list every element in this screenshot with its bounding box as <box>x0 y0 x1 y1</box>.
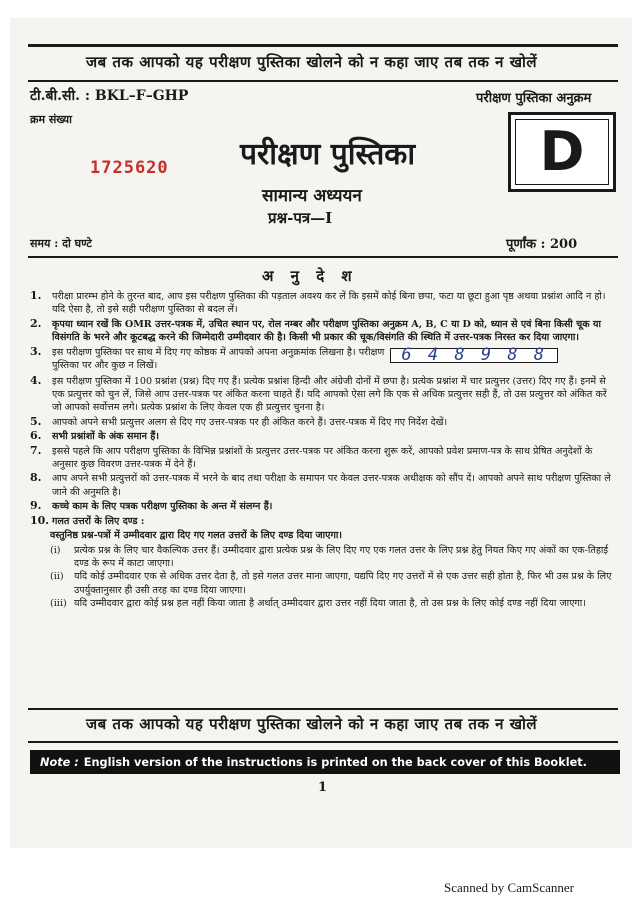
note-text: English version of the instructions is printed on the back cover of this Booklet. <box>83 755 587 769</box>
instruction-number: 5. <box>30 414 42 428</box>
instruction-number: 6. <box>30 429 42 443</box>
instruction-number: 1. <box>30 289 42 302</box>
instruction-text: गलत उत्तरों के लिए दण्ड : <box>52 515 145 527</box>
instructions-heading: अ नु दे श <box>262 267 358 285</box>
penalty-number: (iii) <box>50 598 67 610</box>
instruction-item <box>30 430 618 443</box>
instruction-item <box>30 375 618 415</box>
note-label: Note : <box>40 755 79 769</box>
instruction-number: 8. <box>30 471 42 485</box>
instruction-item <box>30 515 618 528</box>
bottom-rule-top <box>28 708 618 710</box>
max-marks: पूर्णांक : 200 <box>506 237 578 252</box>
instruction-text: कृपया ध्यान रखें कि OMR उत्तर-पत्रक में, उचित स्थान पर, रोल नम्बर और परीक्षण पुस्तिका अनुक्रम A, B, C या D को, ध्यान से एवं बिना किसी चूक या विसंगति के भरने और कूटबद्ध करने की जिम्मेदारी उम्मीदवार की है। किसी भी प्रकार की चूक/विसंगति की स्थिति में उत्तर-पत्रक निरस्त कर दिया जाएगा। <box>52 318 601 344</box>
bottom-warning: जब तक आपको यह परीक्षण पुस्तिका खोलने को न कहा जाए तब तक न खोलें <box>86 715 538 733</box>
penalty-number: (i) <box>50 544 61 556</box>
page-title: परीक्षण पुस्तिका <box>240 137 416 172</box>
instruction-text: आपको अपने सभी प्रत्युत्तर अलग से दिए गए उत्तर-पत्रक पर ही अंकित करने हैं। उत्तर-पत्रक में दिए गए निर्देश देखें। <box>52 416 448 428</box>
penalty-item <box>50 570 618 597</box>
instruction-number: 4. <box>30 373 42 387</box>
instruction-number: 9. <box>30 499 42 513</box>
penalty-text: यदि उम्मीदवार द्वारा कोई प्रश्न हल नहीं किया जाता है अर्थात् उम्मीदवार द्वारा उत्तर नहीं दिया जाता है, तो उस प्रश्न के लिए कोई दण्ड नहीं दिया जाएगा। <box>74 598 586 610</box>
top-rule-thick <box>28 44 618 47</box>
english-note-bar <box>30 750 620 774</box>
top-rule-thin <box>28 80 618 82</box>
instruction-text: सभी प्रश्नांशों के अंक समान हैं। <box>52 431 159 443</box>
time-allowed: समय : दो घण्टे <box>30 237 92 250</box>
instruction-item <box>30 290 618 317</box>
booklet-series-box <box>508 112 616 192</box>
instruction-item <box>30 500 618 513</box>
instruction-item <box>30 318 618 345</box>
instruction-number: 7. <box>30 443 42 457</box>
instruction-item <box>30 445 618 472</box>
penalty-item <box>50 597 618 610</box>
penalty-text: प्रत्येक प्रश्न के लिए चार वैकल्पिक उत्तर हैं। उम्मीदवार द्वारा प्रत्येक प्रश्न के लिए दिए गए एक गलत उत्तर के लिए प्रश्न हेतु नियत किए गए अंकों का एक-तिहाई दण्ड के रूप में काटा जाएगा। <box>74 544 609 569</box>
tbc-code: टी.बी.सी. : BKL–F–GHP <box>30 88 189 104</box>
serial-no-label: क्रम संख्या <box>30 113 72 126</box>
serial-number: 1725620 <box>90 158 169 178</box>
instruction-text: इस परीक्षण पुस्तिका पर साथ में दिए गए कोष्ठक में आपको अपना अनुक्रमांक लिखना है। परीक्षण पुस्तिका पर और कुछ न लिखें। <box>52 346 385 372</box>
instruction-number: 2. <box>30 316 42 330</box>
scanner-watermark: Scanned by CamScanner <box>444 880 574 895</box>
booklet-series-letter: D <box>515 119 609 185</box>
instruction-number: 10. <box>30 513 50 527</box>
top-warning: जब तक आपको यह परीक्षण पुस्तिका खोलने को न कहा जाए तब तक न खोलें <box>86 53 538 71</box>
penalty-text: यदि कोई उम्मीदवार एक से अधिक उत्तर देता है, तो इसे गलत उत्तर माना जाएगा, यद्यपि दिए गए उत्तरों में से एक उत्तर सही होता है, फिर भी उस प्रश्न के लिए उपर्युक्तानुसार ही उसी तरह का दण्ड दिया जाएगा। <box>74 571 612 596</box>
penalty-item <box>50 544 618 571</box>
instruction-text: परीक्षा प्रारम्भ होने के तुरन्त बाद, आप इस परीक्षण पुस्तिका की पड़ताल अवश्य कर लें कि इसमें कोई बिना छपा, फटा या छूटा हुआ पृष्ठ अथवा प्रश्नांश आदि न हो। यदि ऐसा है, तो इसे सही परीक्षण पुस्तिका से बदल लें। <box>52 291 606 316</box>
instruction-text: इससे पहले कि आप परीक्षण पुस्तिका के विभिन्न प्रश्नांशों के प्रत्युत्तर उत्तर-पत्रक पर अंकित करना शुरू करें, आपको प्रवेश प्रमाण-पत्र के साथ प्रेषित अनुदेशों के अनुसार कुछ विवरण उत्तर-पत्रक में देने हैं। <box>52 445 593 471</box>
booklet-series-label: परीक्षण पुस्तिका अनुक्रम <box>476 91 592 106</box>
subject-title: सामान्य अध्ययन <box>262 186 362 206</box>
instruction-text: कच्चे काम के लिए पत्रक परीक्षण पुस्तिका के अन्त में संलग्न हैं। <box>52 501 273 513</box>
bottom-rule-bottom <box>28 741 618 743</box>
instructions-list <box>30 290 618 611</box>
penalty-intro: वस्तुनिष्ठ प्रश्न-पत्रों में उम्मीदवार द्वारा दिए गए गलत उत्तरों के लिए दण्ड दिया जाएगा। <box>50 530 342 542</box>
instruction-text: इस परीक्षण पुस्तिका में 100 प्रश्नांश (प्रश्न) दिए गए हैं। प्रत्येक प्रश्नांश हिन्दी और अंग्रेजी दोनों में छपा है। प्रत्येक प्रश्नांश में चार प्रत्युत्तर (उत्तर) दिए गए हैं। इनमें से एक प्रत्युत्तर को चुन लें, जिसे आप उत्तर-पत्रक पर अंकित करना चाहते हैं। यदि आपको ऐसा लगे कि एक से अधिक प्रत्युत्तर सही हैं, तो उस प्रत्युत्तर को अंकित करें जो आपको सर्वोत्तम लगे। प्रत्येक प्रश्नांश के लिए केवल एक ही प्रत्युत्तर चुनना है। <box>52 375 607 414</box>
meta-rule <box>28 256 618 258</box>
page-number: 1 <box>318 780 328 795</box>
roll-number-box: 6 4 8 9 8 8 <box>390 348 558 363</box>
instruction-number: 3. <box>30 344 42 358</box>
paper-title: प्रश्न-पत्र—I <box>268 209 333 227</box>
instruction-item <box>30 346 618 374</box>
instruction-item <box>30 472 618 499</box>
instruction-text: आप अपने सभी प्रत्युत्तरों को उत्तर-पत्रक में भरने के बाद तथा परीक्षा के समापन पर केवल उत्तर-पत्रक अधीक्षक को सौंप दें। आपको अपने साथ परीक्षण पुस्तिका ले जाने की अनुमति है। <box>52 473 611 498</box>
instruction-item <box>30 416 618 429</box>
penalty-number: (ii) <box>50 571 64 583</box>
